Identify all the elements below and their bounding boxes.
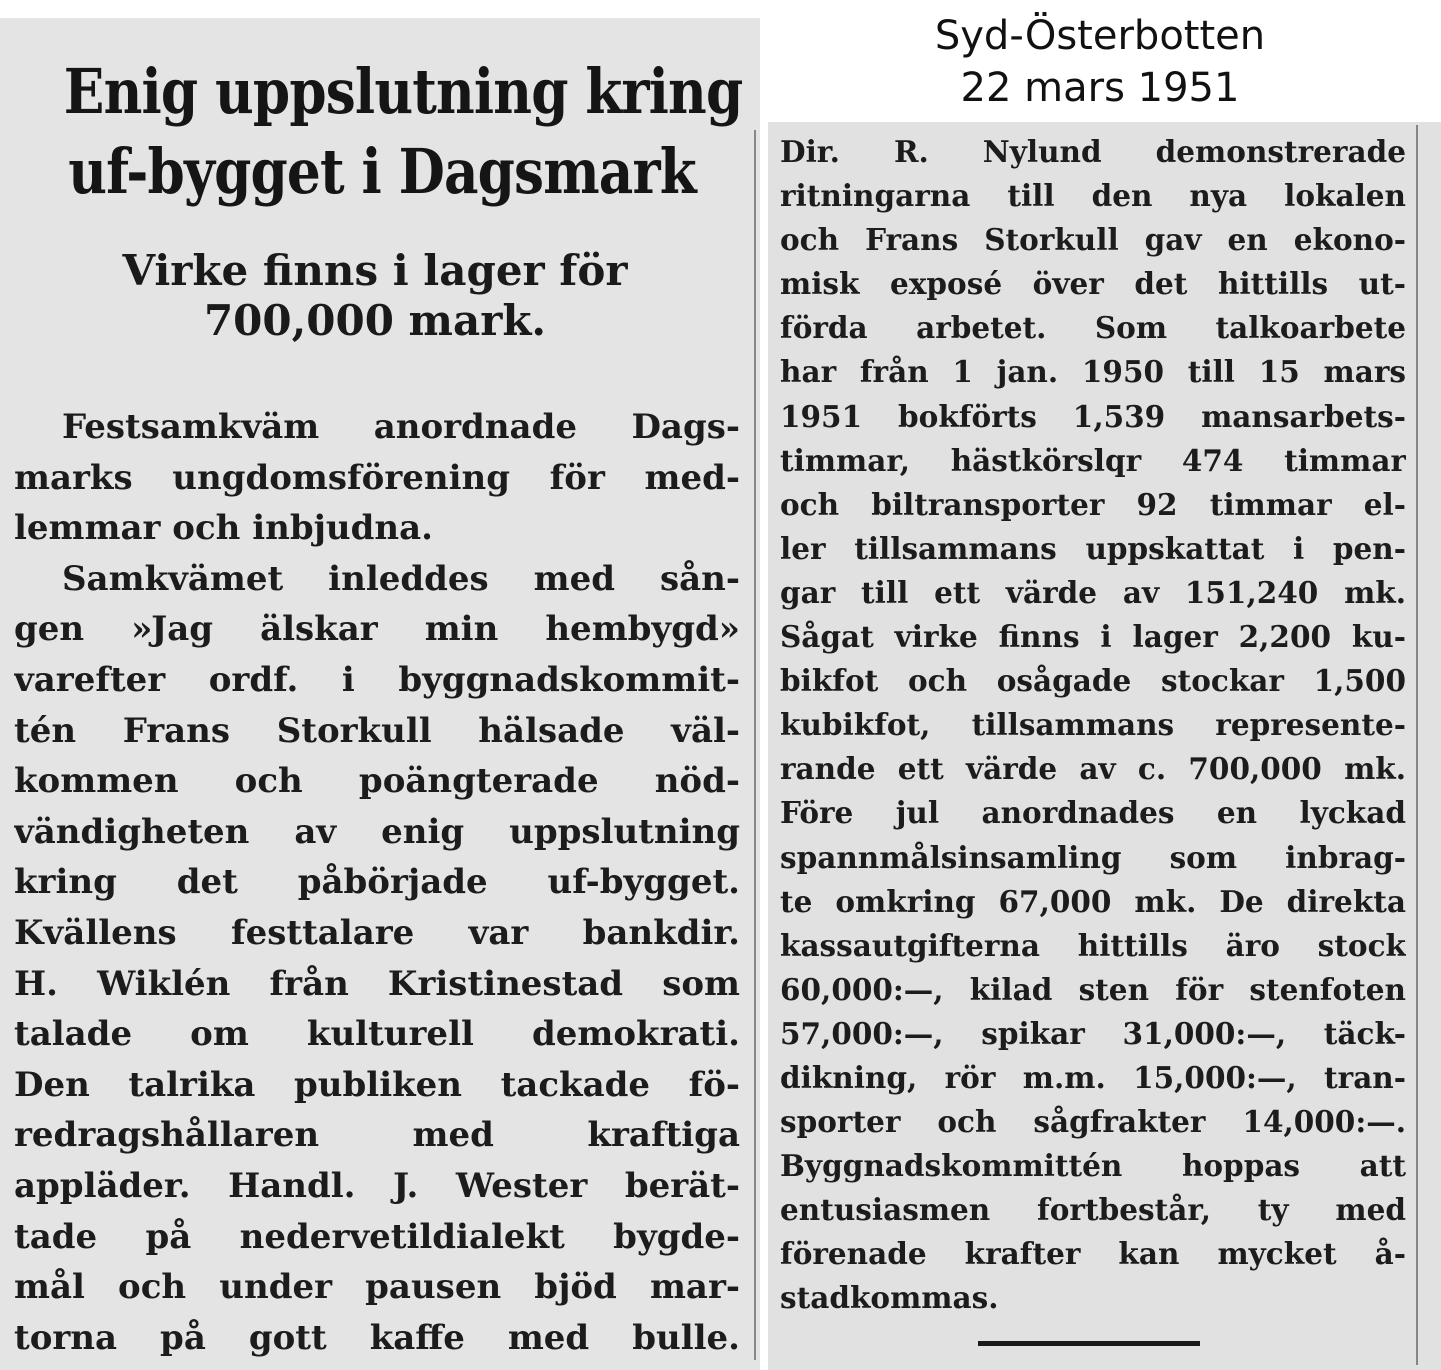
left-text-column — [14, 402, 740, 1363]
publication-date: 22 mars 1951 — [960, 65, 1240, 111]
text-line: misk exposé över det hittills ut- — [780, 266, 1406, 302]
text-line: Före jul anordnades en lyckad — [780, 795, 1406, 831]
source-caption — [860, 10, 1340, 114]
text-line: kring det påbörjade uf-bygget. — [14, 862, 740, 903]
text-line: tén Frans Storkull hälsade väl- — [14, 710, 740, 751]
text-line: tade på nedervetildialekt bygde- — [14, 1216, 740, 1257]
text-line: gen »Jag älskar min hembygd» — [14, 609, 740, 650]
right-text-column — [780, 130, 1406, 1321]
text-line: appläder. Handl. J. Wester berät- — [14, 1165, 740, 1206]
text-line: entusiasmen fortbestår, ty med — [780, 1192, 1406, 1228]
headline-line: uf-bygget i Dagsmark — [68, 135, 696, 208]
text-line: redragshållaren med kraftiga — [14, 1115, 740, 1156]
article-subheadline — [40, 246, 710, 346]
newspaper-name: Syd-Österbotten — [934, 13, 1266, 59]
text-line: spannmålsinsamling som inbrag- — [780, 839, 1406, 875]
text-line: Samkvämet inleddes med sån- — [62, 558, 740, 599]
subheadline-line: 700,000 mark. — [203, 296, 547, 345]
text-line: förda arbetet. Som talkoarbete — [780, 310, 1406, 346]
text-line: dikning, rör m.m. 15,000:—, tran- — [780, 1059, 1406, 1095]
text-line: och biltransporter 92 timmar el- — [780, 486, 1406, 522]
text-line: Byggnadskommittén hoppas att — [780, 1148, 1406, 1184]
text-line: stadkommas. — [780, 1280, 999, 1316]
text-line: ritningarna till den nya lokalen — [780, 178, 1406, 214]
text-line: Kvällens festtalare var bankdir. — [14, 912, 740, 953]
text-line: 1951 bokförts 1,539 mansarbets- — [780, 398, 1406, 434]
text-line: varefter ordf. i byggnadskommit- — [14, 659, 740, 700]
text-line: förenade krafter kan mycket å- — [780, 1236, 1406, 1272]
text-line: sporter och sågfrakter 14,000:—. — [780, 1104, 1406, 1140]
text-line: H. Wiklén från Kristinestad som — [14, 963, 740, 1004]
article-headline — [63, 52, 743, 212]
column-divider — [1416, 125, 1418, 1365]
column-divider — [754, 130, 756, 1360]
text-line: 57,000:—, spikar 31,000:—, täck- — [780, 1015, 1406, 1051]
text-line: lemmar och inbjudna. — [14, 508, 434, 549]
text-line: och Frans Storkull gav en ekono- — [780, 222, 1406, 258]
text-line: kommen och poängterade nöd- — [14, 761, 740, 802]
text-line: har från 1 jan. 1950 till 15 mars — [780, 354, 1406, 390]
text-line: te omkring 67,000 mk. De direkta — [780, 883, 1406, 919]
headline-line: Enig uppslutning kring — [63, 55, 743, 128]
text-line: Festsamkväm anordnade Dags- — [62, 407, 740, 447]
text-line: mål och under pausen bjöd mar- — [14, 1267, 740, 1308]
text-line: Sågat virke finns i lager 2,200 ku- — [780, 619, 1406, 655]
text-line: kubikfot, tillsammans represente- — [780, 707, 1406, 743]
text-line: kassautgifterna hittills äro stock — [780, 927, 1406, 963]
article-end-rule — [978, 1341, 1200, 1346]
text-line: timmar, hästkörslqr 474 timmar — [780, 442, 1406, 478]
text-line: rande ett värde av c. 700,000 mk. — [780, 751, 1406, 787]
text-line: bikfot och osågade stockar 1,500 — [780, 663, 1406, 699]
text-line: vändigheten av enig uppslutning — [14, 811, 740, 852]
text-line: 60,000:—, kilad sten för stenfoten — [780, 971, 1406, 1007]
subheadline-line: Virke finns i lager för — [122, 246, 628, 295]
text-line: ler tillsammans uppskattat i pen- — [780, 530, 1406, 566]
text-line: torna på gott kaffe med bulle. — [14, 1317, 740, 1358]
text-line: Dir. R. Nylund demonstrerade — [780, 134, 1406, 169]
text-line: Den talrika publiken tackade fö- — [14, 1064, 740, 1105]
text-line: gar till ett värde av 151,240 mk. — [780, 574, 1406, 610]
text-line: talade om kulturell demokrati. — [14, 1014, 740, 1055]
text-line: marks ungdomsförening för med- — [14, 457, 740, 498]
